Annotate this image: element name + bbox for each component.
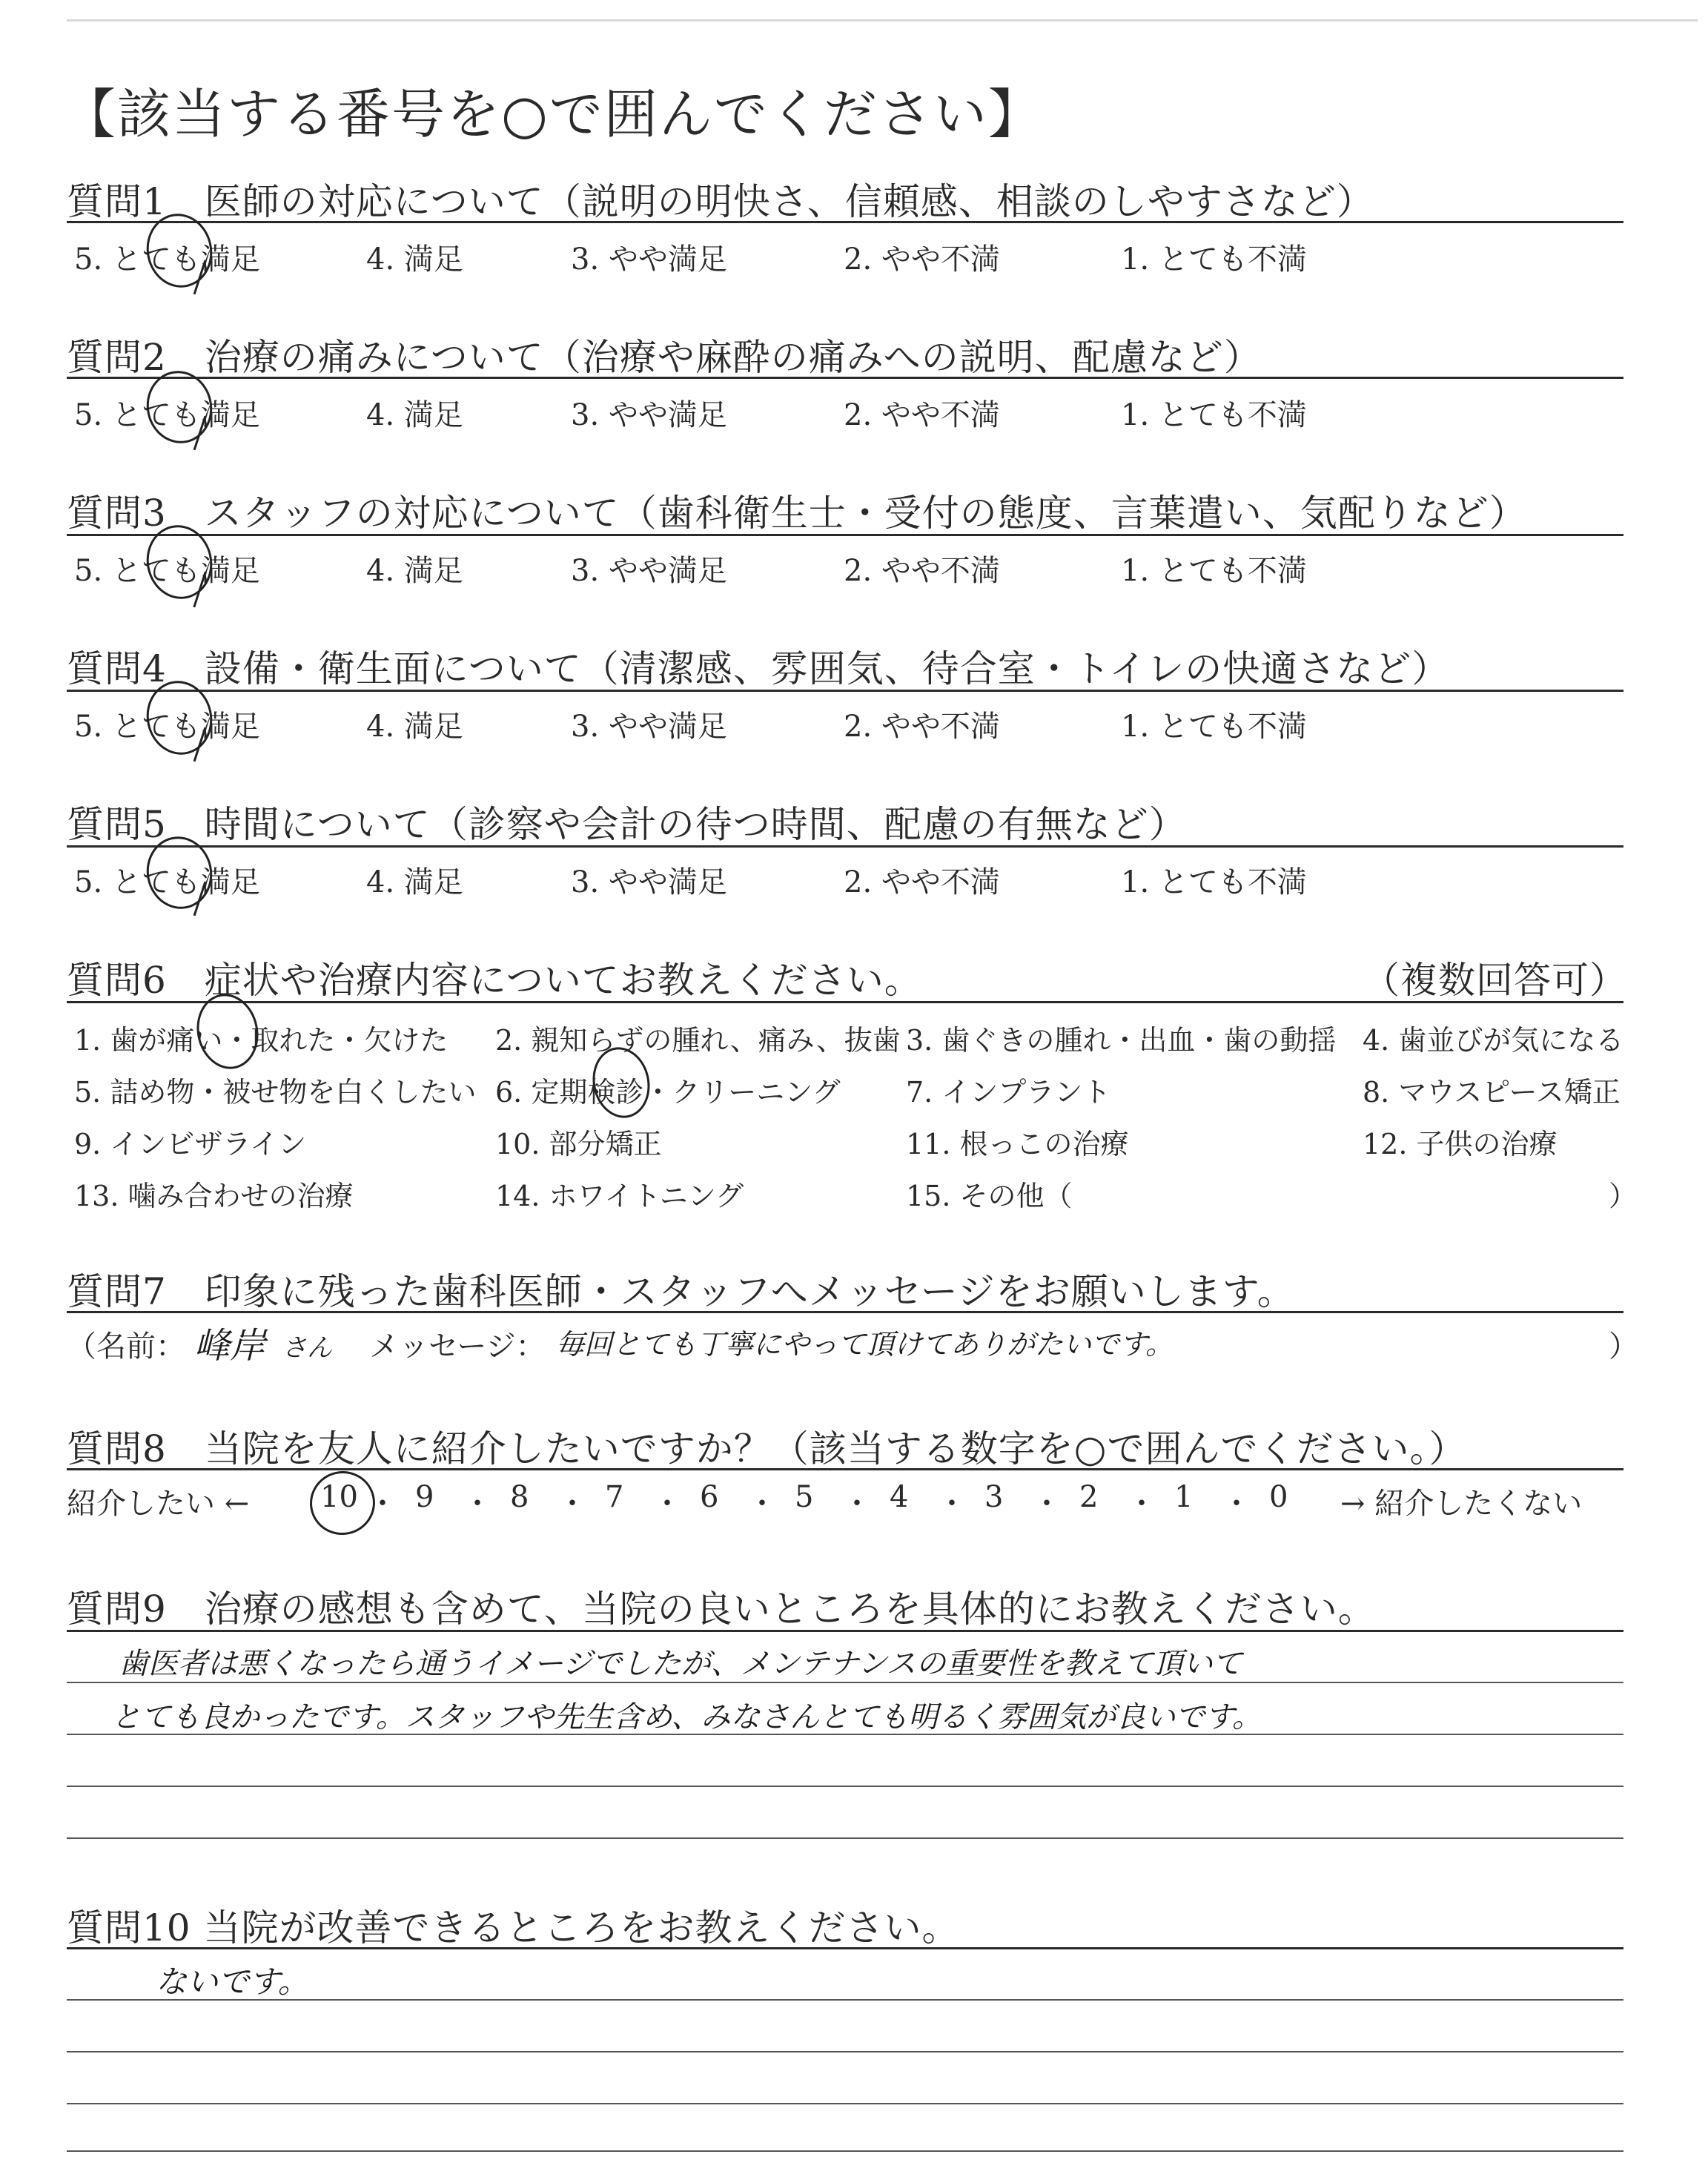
name-honorific: さん [282,1333,332,1363]
rating-option-4: 4. 満足 [366,242,463,277]
symptom-option-11: 11. 根っこの治療 [906,1128,1129,1160]
symptom-option-1: 1. 歯が痛い・取れた・欠けた [74,1024,448,1057]
scale-value: 0 [1269,1480,1288,1514]
answer-line [67,2103,1623,2104]
answer-line [67,1682,1623,1683]
name-label: （名前： [67,1330,185,1364]
scale-value: 8 [510,1480,529,1514]
other-close-paren: ） [1609,1180,1638,1212]
question-8-title: 質問8 当院を友人に紹介したいですか？（該当する数字を○で囲んでください。） [67,1427,1467,1470]
scale-separator: ・ [842,1487,872,1521]
rating-option-5: 5. とても満足 [74,242,260,277]
rating-option-2: 2. やや不満 [844,710,1000,744]
question-7-rule [67,1311,1623,1313]
message-label: メッセージ： [369,1330,546,1364]
rating-option-5: 5. とても満足 [74,398,260,432]
question-5-rule [67,845,1623,848]
symptom-option-8: 8. マウスピース矯正 [1363,1076,1621,1109]
question-3-rule [67,534,1623,536]
scale-value: 4 [890,1480,909,1514]
question-9-rule [67,1630,1623,1632]
scale-separator: ・ [1127,1487,1156,1521]
rating-option-4: 4. 満足 [366,865,463,899]
scale-separator: ・ [368,1487,397,1521]
answer-line [67,1837,1623,1839]
handwritten-answer-line: 歯医者は悪くなったら通うイメージでしたが、メンテナンスの重要性を教えて頂いて [119,1647,1242,1681]
rating-option-1: 1. とても不満 [1121,398,1307,432]
question-3-title: 質問3 スタッフの対応について（歯科衛生士・受付の態度、言葉遣い、気配りなど） [67,492,1527,535]
scale-value: 1 [1174,1480,1194,1514]
scale-value: 3 [984,1480,1004,1514]
question-8-rule [67,1468,1623,1470]
rating-option-1: 1. とても不満 [1121,242,1307,277]
scale-value: 2 [1079,1480,1099,1514]
rating-option-3: 3. やや満足 [571,865,727,899]
rating-option-3: 3. やや満足 [571,242,727,277]
rating-option-4: 4. 満足 [366,554,463,588]
scale-value: 5 [795,1480,814,1514]
page-title: 【該当する番号を○で囲んでください】 [62,83,1043,145]
rating-option-2: 2. やや不満 [844,865,1000,899]
symptom-option-14: 14. ホワイトニング [495,1180,744,1212]
symptom-option-10: 10. 部分矯正 [495,1128,662,1160]
question-5-title: 質問5 時間について（診察や会計の待つ時間、配慮の有無など） [67,803,1187,846]
rating-option-5: 5. とても満足 [74,865,260,899]
rating-option-2: 2. やや不満 [844,242,1000,277]
question-1-rule [67,221,1623,223]
question-9-title: 質問9 治療の感想も含めて、当院の良いところを具体的にお教えください。 [67,1588,1376,1631]
rating-option-3: 3. やや満足 [571,554,727,588]
rating-option-5: 5. とても満足 [74,554,260,588]
rating-option-4: 4. 満足 [366,710,463,744]
recommend-left-label: 紹介したい ← [67,1487,250,1521]
rating-option-2: 2. やや不満 [844,554,1000,588]
rating-option-4: 4. 満足 [366,398,463,432]
answer-line [67,1786,1623,1787]
scale-separator: ・ [937,1487,967,1521]
symptom-option-15: 15. その他（ [906,1180,1073,1212]
message-close-paren: ） [1609,1330,1638,1364]
question-6-title: 質問6 症状や治療内容についてお教えください。 [67,959,922,1002]
rating-option-2: 2. やや不満 [844,398,1000,432]
symptom-option-13: 13. 噛み合わせの治療 [74,1180,354,1212]
question-10-rule [67,1947,1623,1949]
symptom-option-4: 4. 歯並びが気になる [1363,1024,1624,1057]
scale-value: 6 [700,1480,719,1514]
scale-separator: ・ [1222,1487,1251,1521]
multiple-answers-note: （複数回答可） [1363,959,1627,1002]
recommend-right-label: → 紹介したくない [1340,1487,1583,1521]
scale-separator: ・ [463,1487,492,1521]
handwritten-name: 峰岸 [194,1325,266,1367]
top-border-line [67,19,1698,22]
question-7-title: 質問7 印象に残った歯科医師・スタッフへメッセージをお願いします。 [67,1270,1295,1313]
question-6-rule [67,1001,1623,1003]
rating-option-1: 1. とても不満 [1121,710,1307,744]
scale-separator: ・ [652,1487,682,1521]
question-2-rule [67,377,1623,379]
rating-option-5: 5. とても満足 [74,710,260,744]
symptom-option-6: 6. 定期検診・クリーニング [495,1076,841,1109]
question-1-title: 質問1 医師の対応について（説明の明快さ、信頼感、相談のしやすさなど） [67,180,1374,223]
handwritten-message: 毎回とても丁寧にやって頂けてありがたいです。 [556,1328,1174,1361]
answer-line [67,1734,1623,1735]
scale-value: 9 [415,1480,434,1514]
rating-option-1: 1. とても不満 [1121,554,1307,588]
handwritten-answer-line: ないです。 [156,1964,309,2000]
scale-value: 10 [320,1480,358,1514]
question-4-rule [67,690,1623,692]
answer-line [67,1999,1623,2001]
question-10-title: 質問10 当院が改善できるところをお教えください。 [67,1906,960,1949]
question-4-title: 質問4 設備・衛生面について（清潔感、雰囲気、待合室・トイレの快適さなど） [67,647,1450,690]
symptom-option-7: 7. インプラント [906,1076,1111,1109]
scale-separator: ・ [747,1487,777,1521]
answer-line [67,2150,1623,2152]
symptom-option-2: 2. 親知らずの腫れ、痛み、抜歯 [495,1024,901,1057]
rating-option-3: 3. やや満足 [571,710,727,744]
scale-separator: ・ [1032,1487,1062,1521]
question-2-title: 質問2 治療の痛みについて（治療や麻酔の痛みへの説明、配慮など） [67,336,1262,379]
symptom-option-3: 3. 歯ぐきの腫れ・出血・歯の動揺 [906,1024,1337,1057]
rating-option-3: 3. やや満足 [571,398,727,432]
symptom-option-9: 9. インビザライン [74,1128,307,1160]
selection-circle [304,1465,381,1541]
handwritten-answer-line: とても良かったです。スタッフや先生含め、みなさんとても明るく雰囲気が良いです。 [111,1700,1262,1734]
scale-value: 7 [605,1480,624,1514]
rating-option-1: 1. とても不満 [1121,865,1307,899]
answer-line [67,2051,1623,2052]
symptom-option-12: 12. 子供の治療 [1363,1128,1558,1160]
scale-separator: ・ [557,1487,587,1521]
symptom-option-5: 5. 詰め物・被せ物を白くしたい [74,1076,477,1109]
